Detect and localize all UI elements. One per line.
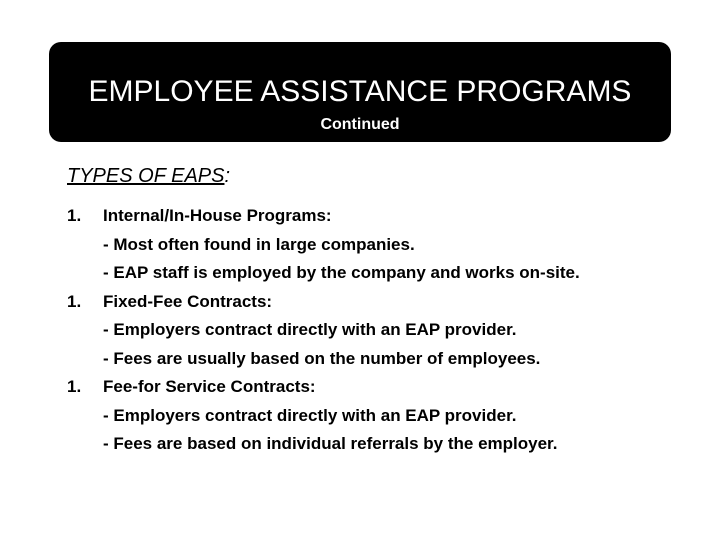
- eap-types-list: [67, 202, 580, 459]
- page-title: EMPLOYEE ASSISTANCE PROGRAMS: [88, 75, 632, 108]
- title-banner: [49, 42, 671, 142]
- item-detail: - EAP staff is employed by the company and works on-site.: [103, 263, 580, 282]
- item-label: Fixed-Fee Contracts:: [103, 291, 273, 311]
- item-detail: - Employers contract directly with an EAP provider.: [103, 320, 517, 339]
- item-number: 1.: [67, 377, 82, 396]
- list-item: [67, 288, 580, 374]
- list-item: [67, 373, 580, 459]
- section-heading-text: TYPES OF EAPS: [67, 165, 225, 187]
- item-detail: - Employers contract directly with an EAP provider.: [103, 405, 517, 425]
- list-item: [67, 202, 580, 288]
- item-label: Internal/In-House Programs:: [103, 206, 332, 225]
- item-detail: - Most often found in large companies.: [103, 234, 415, 254]
- item-number: 1.: [67, 206, 82, 225]
- section-heading: [67, 162, 230, 190]
- item-detail: - Fees are based on individual referrals by the employer.: [103, 434, 558, 453]
- item-number: 1.: [67, 291, 82, 311]
- section-heading-colon: :: [224, 165, 231, 187]
- item-detail: - Fees are usually based on the number of employees.: [103, 348, 541, 368]
- item-label: Fee-for Service Contracts:: [103, 377, 316, 396]
- page-subtitle: Continued: [320, 116, 400, 133]
